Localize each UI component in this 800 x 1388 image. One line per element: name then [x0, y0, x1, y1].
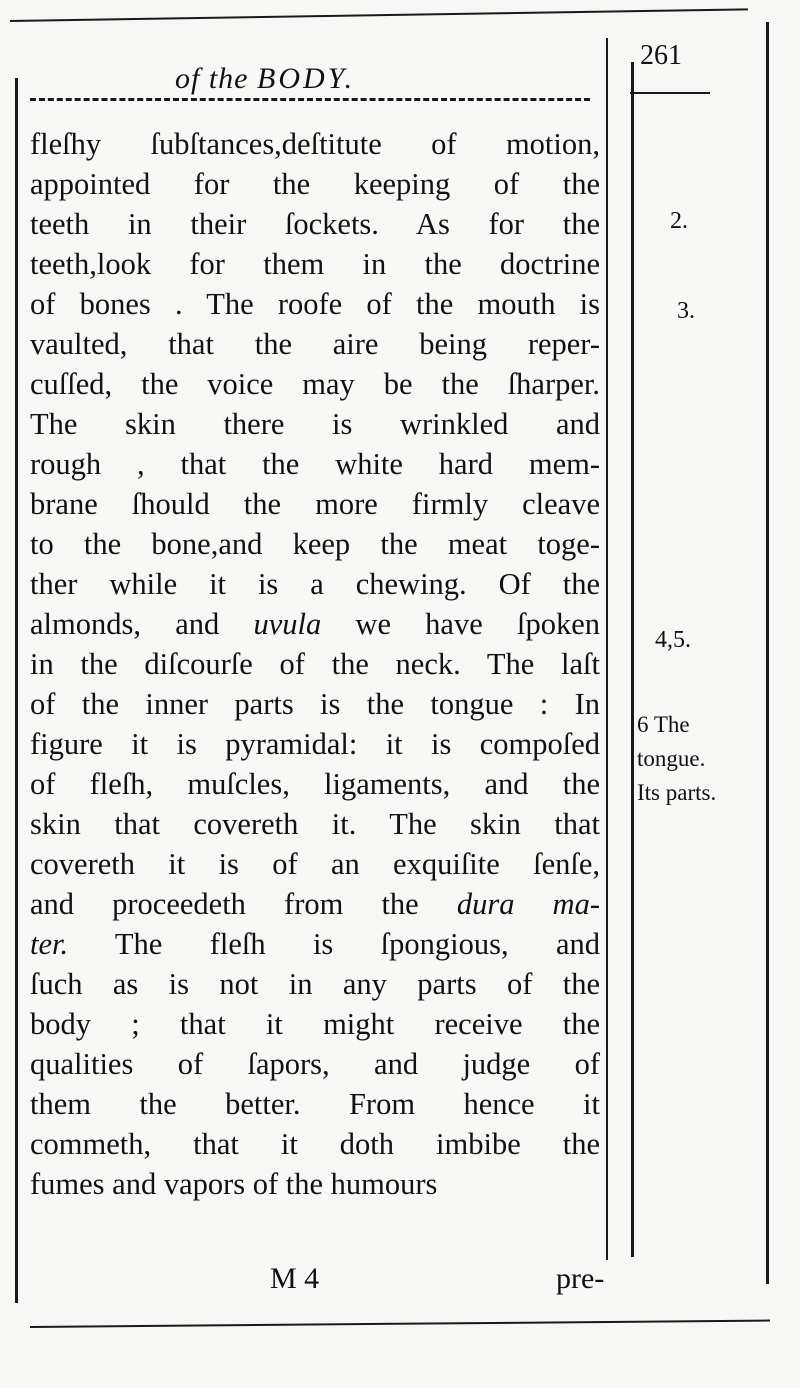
- margin-note-2: 2.: [670, 208, 688, 234]
- text-line: teeth,look for them in the doctrine: [30, 247, 600, 281]
- text-line: figure it is pyramidal: it is compoſed: [30, 727, 600, 761]
- main-text-block: [30, 124, 606, 1204]
- text-line: skin that covereth it. The skin that: [30, 807, 600, 841]
- text-line: ter. The fleſh is ſpongious, and: [30, 927, 600, 961]
- italic-term: dura ma-: [456, 887, 600, 921]
- text-line: them the better. From hence it: [30, 1087, 600, 1121]
- text-line: The skin there is wrinkled and: [30, 407, 600, 441]
- text-line: in the diſcourſe of the neck. The laſt: [30, 647, 600, 681]
- text-line: of fleſh, muſcles, ligaments, and the: [30, 767, 600, 801]
- top-frame-rule: [10, 8, 748, 22]
- catchword: pre-: [556, 1262, 605, 1295]
- text-line: appointed for the keeping of the: [30, 167, 600, 201]
- margin-note-6-line: tongue.: [637, 746, 706, 771]
- text-line: cuſſed, the voice may be the ſharper.: [30, 367, 600, 401]
- text-line: of bones . The roofe of the mouth is: [30, 287, 600, 321]
- text-line: and proceedeth from the dura ma-: [30, 887, 600, 921]
- text-line: teeth in their ſockets. As for the: [30, 207, 600, 241]
- text-line: commeth, that it doth imbibe the: [30, 1127, 600, 1161]
- text-line: to the bone,and keep the meat toge-: [30, 527, 600, 561]
- margin-note-6: [637, 708, 716, 810]
- text-line: almonds, and uvula we have ſpoken: [30, 607, 600, 641]
- running-title-caps: BODY.: [257, 62, 356, 95]
- margin-note-6-line: 6 The: [637, 712, 690, 737]
- margin-column-rule: [631, 62, 634, 1257]
- bottom-frame-rule: [30, 1320, 770, 1328]
- header-dashed-rule: [30, 98, 590, 109]
- running-title: [175, 62, 355, 96]
- text-line: brane ſhould the more firmly cleave: [30, 487, 600, 521]
- italic-term: ter.: [30, 927, 69, 961]
- left-frame-rule: [15, 78, 18, 1303]
- text-line: vaulted, that the aire being reper-: [30, 327, 600, 361]
- margin-note-3: 3.: [677, 298, 695, 324]
- text-line: ther while it is a chewing. Of the: [30, 567, 600, 601]
- running-title-prefix: of the: [175, 62, 249, 95]
- page-number-rule: [630, 92, 710, 94]
- text-line: fumes and vapors of the humours: [30, 1167, 438, 1201]
- text-line: covereth it is of an exquiſite ſenſe,: [30, 847, 600, 881]
- margin-note-6-line: Its parts.: [637, 780, 717, 805]
- text-line: ſuch as is not in any parts of the: [30, 967, 600, 1001]
- text-line: rough , that the white hard mem-: [30, 447, 600, 481]
- text-line: of the inner parts is the tongue : In: [30, 687, 600, 721]
- gutter-rule: [606, 38, 608, 1260]
- right-frame-rule: [766, 22, 769, 1284]
- text-line: qualities of ſapors, and judge of: [30, 1047, 600, 1081]
- signature-mark: M 4: [270, 1262, 320, 1295]
- italic-term: uvula: [253, 607, 322, 641]
- page-number: 261: [640, 40, 682, 71]
- margin-note-4-5: 4,5.: [655, 627, 691, 653]
- text-line: body ; that it might receive the: [30, 1007, 600, 1041]
- text-line: fleſhy ſubſtances,deſtitute of motion,: [30, 127, 600, 161]
